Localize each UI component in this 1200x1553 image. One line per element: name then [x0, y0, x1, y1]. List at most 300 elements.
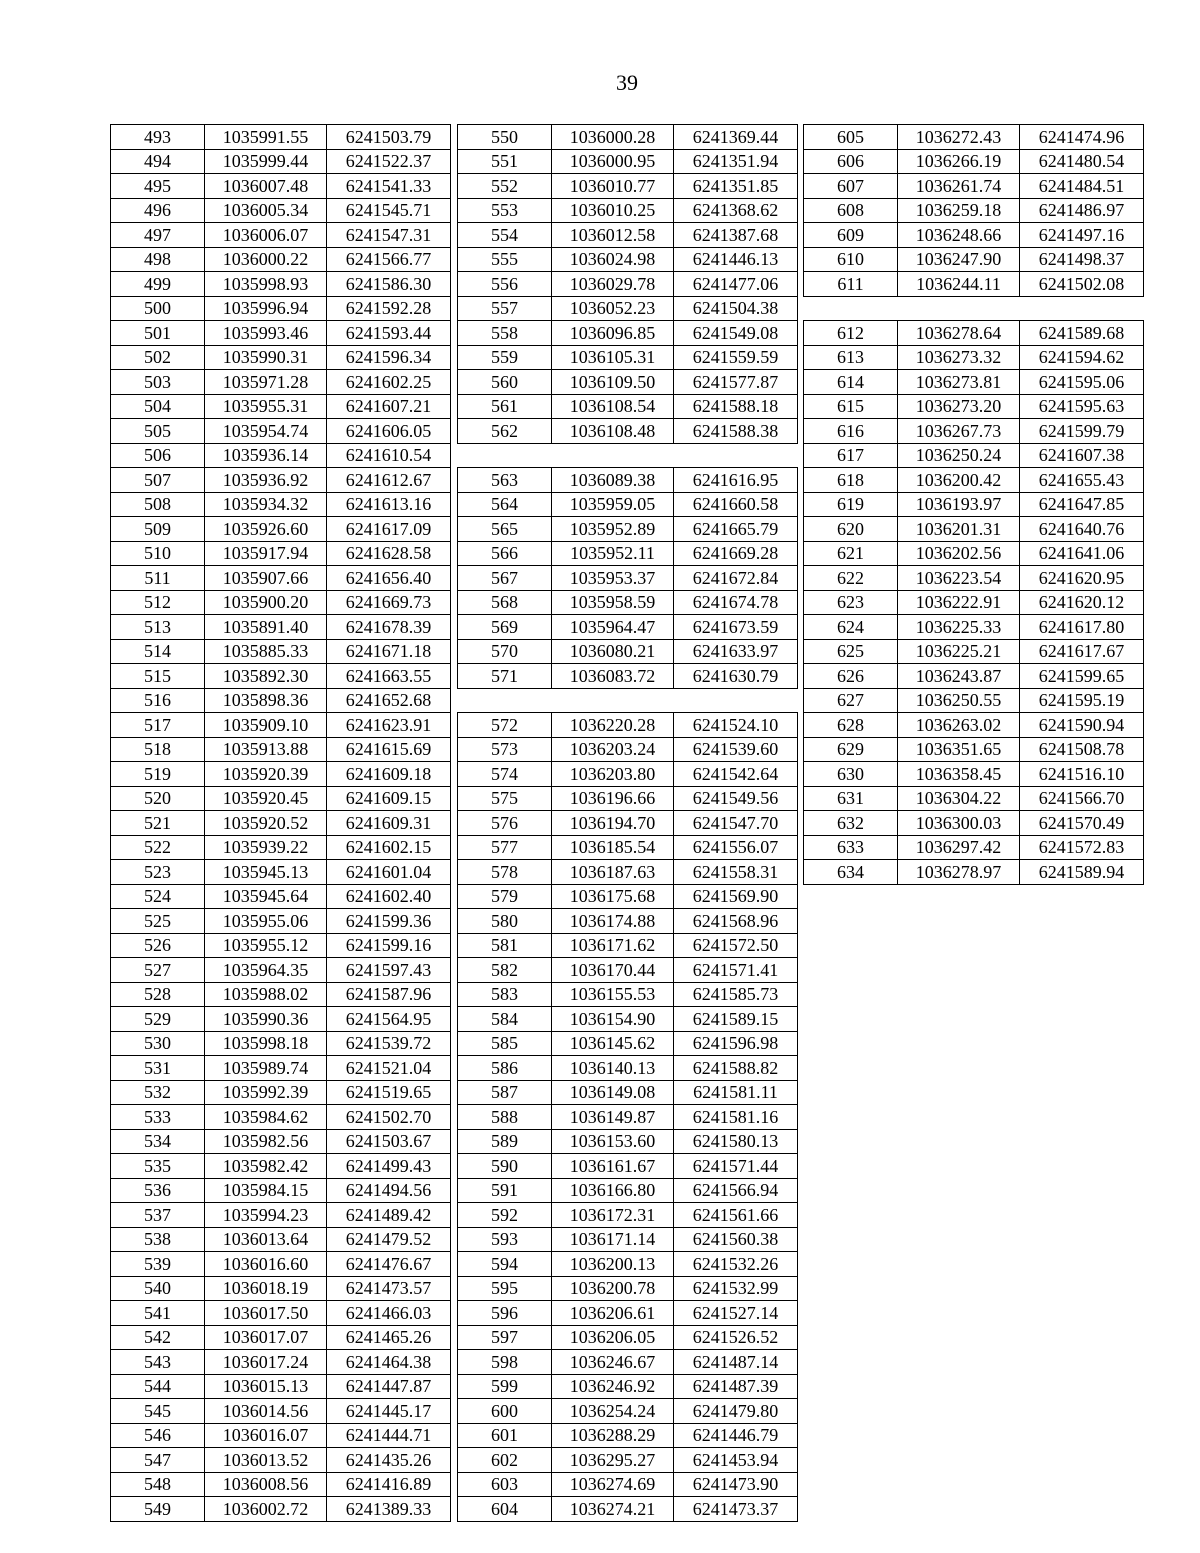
point-number-cell: 560 [458, 370, 552, 395]
point-number-cell: 625 [804, 639, 898, 664]
y-coordinate-cell: 6241630.79 [674, 664, 798, 689]
y-coordinate-cell: 6241497.16 [1020, 223, 1144, 248]
table-row [111, 688, 451, 713]
point-number-cell: 593 [458, 1227, 552, 1252]
point-number-cell: 587 [458, 1080, 552, 1105]
point-number-cell: 586 [458, 1056, 552, 1081]
point-number-cell: 601 [458, 1423, 552, 1448]
point-number-cell: 499 [111, 272, 205, 297]
y-coordinate-cell: 6241486.97 [1020, 198, 1144, 223]
point-number-cell: 535 [111, 1154, 205, 1179]
point-number-cell: 552 [458, 174, 552, 199]
point-number-cell: 617 [804, 443, 898, 468]
y-coordinate-cell: 6241351.94 [674, 149, 798, 174]
x-coordinate-cell: 1035982.42 [205, 1154, 327, 1179]
table-row [458, 639, 798, 664]
x-coordinate-cell: 1035945.64 [205, 884, 327, 909]
x-coordinate-cell: 1035945.13 [205, 860, 327, 885]
y-coordinate-cell: 6241607.38 [1020, 443, 1144, 468]
y-coordinate-cell: 6241532.26 [674, 1252, 798, 1277]
x-coordinate-cell: 1035907.66 [205, 566, 327, 591]
point-number-cell: 602 [458, 1448, 552, 1473]
table-row [111, 492, 451, 517]
y-coordinate-cell: 6241547.31 [327, 223, 451, 248]
table-row [458, 541, 798, 566]
table-row [458, 149, 798, 174]
point-number-cell: 588 [458, 1105, 552, 1130]
table-row [804, 345, 1144, 370]
x-coordinate-cell: 1036010.25 [552, 198, 674, 223]
x-coordinate-cell: 1036029.78 [552, 272, 674, 297]
table-row [111, 345, 451, 370]
point-number-cell: 574 [458, 762, 552, 787]
x-coordinate-cell: 1036225.33 [898, 615, 1020, 640]
y-coordinate-cell: 6241596.34 [327, 345, 451, 370]
point-number-cell: 600 [458, 1399, 552, 1424]
table-row [111, 247, 451, 272]
x-coordinate-cell: 1035936.92 [205, 468, 327, 493]
table-row [458, 125, 798, 150]
y-coordinate-cell: 6241609.18 [327, 762, 451, 787]
table-row [111, 1056, 451, 1081]
point-number-cell: 580 [458, 909, 552, 934]
table-row [458, 1154, 798, 1179]
point-number-cell: 545 [111, 1399, 205, 1424]
y-coordinate-cell: 6241474.96 [1020, 125, 1144, 150]
x-coordinate-cell: 1035955.06 [205, 909, 327, 934]
point-number-cell: 622 [804, 566, 898, 591]
x-coordinate-cell: 1036247.90 [898, 247, 1020, 272]
point-number-cell: 543 [111, 1350, 205, 1375]
point-number-cell: 504 [111, 394, 205, 419]
y-coordinate-cell: 6241647.85 [1020, 492, 1144, 517]
point-number-cell: 589 [458, 1129, 552, 1154]
y-coordinate-cell: 6241589.94 [1020, 860, 1144, 885]
point-number-cell: 583 [458, 982, 552, 1007]
point-number-cell: 557 [458, 296, 552, 321]
table-row [458, 492, 798, 517]
y-coordinate-cell: 6241453.94 [674, 1448, 798, 1473]
x-coordinate-cell: 1036351.65 [898, 737, 1020, 762]
x-coordinate-cell: 1035892.30 [205, 664, 327, 689]
point-number-cell: 527 [111, 958, 205, 983]
x-coordinate-cell: 1036175.68 [552, 884, 674, 909]
point-number-cell: 566 [458, 541, 552, 566]
table-row [458, 566, 798, 591]
point-number-cell: 547 [111, 1448, 205, 1473]
point-number-cell: 603 [458, 1472, 552, 1497]
y-coordinate-cell: 6241435.26 [327, 1448, 451, 1473]
x-coordinate-cell: 1036193.97 [898, 492, 1020, 517]
table-row [804, 492, 1144, 517]
table-row [111, 468, 451, 493]
y-coordinate-cell: 6241566.77 [327, 247, 451, 272]
x-coordinate-cell: 1036263.02 [898, 713, 1020, 738]
table-row [111, 149, 451, 174]
point-number-cell: 570 [458, 639, 552, 664]
x-coordinate-cell: 1036278.97 [898, 860, 1020, 885]
y-coordinate-cell: 6241602.25 [327, 370, 451, 395]
x-coordinate-cell: 1036017.24 [205, 1350, 327, 1375]
y-coordinate-cell: 6241633.97 [674, 639, 798, 664]
point-number-cell: 562 [458, 419, 552, 444]
x-coordinate-cell: 1036171.62 [552, 933, 674, 958]
y-coordinate-cell: 6241586.30 [327, 272, 451, 297]
y-coordinate-cell: 6241569.90 [674, 884, 798, 909]
y-coordinate-cell: 6241671.18 [327, 639, 451, 664]
table-row [804, 321, 1144, 346]
point-number-cell: 607 [804, 174, 898, 199]
point-number-cell: 609 [804, 223, 898, 248]
x-coordinate-cell: 1036016.07 [205, 1423, 327, 1448]
point-number-cell: 565 [458, 517, 552, 542]
table-row [458, 933, 798, 958]
point-number-cell: 524 [111, 884, 205, 909]
x-coordinate-cell: 1036006.07 [205, 223, 327, 248]
y-coordinate-cell: 6241641.06 [1020, 541, 1144, 566]
y-coordinate-cell: 6241623.91 [327, 713, 451, 738]
table-row [111, 443, 451, 468]
y-coordinate-cell: 6241669.73 [327, 590, 451, 615]
point-number-cell: 519 [111, 762, 205, 787]
x-coordinate-cell: 1036304.22 [898, 786, 1020, 811]
y-coordinate-cell: 6241499.43 [327, 1154, 451, 1179]
y-coordinate-cell: 6241609.15 [327, 786, 451, 811]
coordinates-table-3 [803, 124, 1144, 885]
x-coordinate-cell: 1036052.23 [552, 296, 674, 321]
point-number-cell: 594 [458, 1252, 552, 1277]
table-row [111, 860, 451, 885]
table-row [458, 394, 798, 419]
x-coordinate-cell: 1036002.72 [205, 1497, 327, 1522]
table-row [458, 468, 798, 493]
table-row [804, 835, 1144, 860]
point-number-cell: 526 [111, 933, 205, 958]
y-coordinate-cell: 6241602.15 [327, 835, 451, 860]
y-coordinate-cell: 6241447.87 [327, 1374, 451, 1399]
table-row [111, 1129, 451, 1154]
y-coordinate-cell: 6241446.13 [674, 247, 798, 272]
y-coordinate-cell: 6241660.58 [674, 492, 798, 517]
table-row [458, 860, 798, 885]
x-coordinate-cell: 1035920.45 [205, 786, 327, 811]
y-coordinate-cell: 6241580.13 [674, 1129, 798, 1154]
x-coordinate-cell: 1035955.12 [205, 933, 327, 958]
x-coordinate-cell: 1036089.38 [552, 468, 674, 493]
x-coordinate-cell: 1036014.56 [205, 1399, 327, 1424]
point-number-cell: 561 [458, 394, 552, 419]
table-row [458, 982, 798, 1007]
table-row [111, 590, 451, 615]
table-row [111, 1276, 451, 1301]
y-coordinate-cell: 6241616.95 [674, 468, 798, 493]
x-coordinate-cell: 1036200.78 [552, 1276, 674, 1301]
x-coordinate-cell: 1036278.64 [898, 321, 1020, 346]
table-row [458, 1178, 798, 1203]
x-coordinate-cell: 1036274.69 [552, 1472, 674, 1497]
point-number-cell: 605 [804, 125, 898, 150]
table-row [458, 811, 798, 836]
y-coordinate-cell: 6241628.58 [327, 541, 451, 566]
point-number-cell: 571 [458, 664, 552, 689]
x-coordinate-cell: 1036153.60 [552, 1129, 674, 1154]
point-number-cell: 553 [458, 198, 552, 223]
point-number-cell: 618 [804, 468, 898, 493]
table-row [111, 664, 451, 689]
x-coordinate-cell: 1036007.48 [205, 174, 327, 199]
table-row [458, 1080, 798, 1105]
y-coordinate-cell: 6241589.15 [674, 1007, 798, 1032]
point-number-cell: 629 [804, 737, 898, 762]
table-row [804, 860, 1144, 885]
table-row [804, 149, 1144, 174]
table-row [804, 247, 1144, 272]
y-coordinate-cell: 6241476.67 [327, 1252, 451, 1277]
point-number-cell: 597 [458, 1325, 552, 1350]
table-row [458, 296, 798, 321]
x-coordinate-cell: 1035917.94 [205, 541, 327, 566]
x-coordinate-cell: 1035920.39 [205, 762, 327, 787]
point-number-cell: 606 [804, 149, 898, 174]
x-coordinate-cell: 1035909.10 [205, 713, 327, 738]
point-number-cell: 493 [111, 125, 205, 150]
table-row [458, 1497, 798, 1522]
x-coordinate-cell: 1035998.18 [205, 1031, 327, 1056]
table-row [804, 174, 1144, 199]
table-row [804, 566, 1144, 591]
x-coordinate-cell: 1036266.19 [898, 149, 1020, 174]
y-coordinate-cell: 6241615.69 [327, 737, 451, 762]
y-coordinate-cell: 6241610.54 [327, 443, 451, 468]
point-number-cell: 514 [111, 639, 205, 664]
x-coordinate-cell: 1036174.88 [552, 909, 674, 934]
point-number-cell: 633 [804, 835, 898, 860]
point-number-cell: 541 [111, 1301, 205, 1326]
table-row [458, 1252, 798, 1277]
point-number-cell: 530 [111, 1031, 205, 1056]
y-coordinate-cell: 6241494.56 [327, 1178, 451, 1203]
y-coordinate-cell: 6241592.28 [327, 296, 451, 321]
point-number-cell: 610 [804, 247, 898, 272]
table-row [458, 835, 798, 860]
x-coordinate-cell: 1035982.56 [205, 1129, 327, 1154]
point-number-cell: 497 [111, 223, 205, 248]
table-row [111, 566, 451, 591]
x-coordinate-cell: 1036203.80 [552, 762, 674, 787]
table-row [458, 590, 798, 615]
table-row [804, 517, 1144, 542]
table-row [111, 909, 451, 934]
x-coordinate-cell: 1036243.87 [898, 664, 1020, 689]
table-row [111, 1448, 451, 1473]
table-row [804, 370, 1144, 395]
table-row [458, 1203, 798, 1228]
y-coordinate-cell: 6241503.67 [327, 1129, 451, 1154]
section-gap-row [458, 688, 798, 713]
y-coordinate-cell: 6241465.26 [327, 1325, 451, 1350]
table-row [111, 419, 451, 444]
x-coordinate-cell: 1035990.31 [205, 345, 327, 370]
table-row [111, 615, 451, 640]
x-coordinate-cell: 1036000.22 [205, 247, 327, 272]
table-row [111, 786, 451, 811]
point-number-cell: 544 [111, 1374, 205, 1399]
y-coordinate-cell: 6241487.14 [674, 1350, 798, 1375]
y-coordinate-cell: 6241508.78 [1020, 737, 1144, 762]
y-coordinate-cell: 6241549.08 [674, 321, 798, 346]
empty-cell [804, 296, 1144, 321]
point-number-cell: 542 [111, 1325, 205, 1350]
x-coordinate-cell: 1036000.28 [552, 125, 674, 150]
table-row [458, 786, 798, 811]
point-number-cell: 632 [804, 811, 898, 836]
y-coordinate-cell: 6241620.95 [1020, 566, 1144, 591]
x-coordinate-cell: 1036008.56 [205, 1472, 327, 1497]
x-coordinate-cell: 1035992.39 [205, 1080, 327, 1105]
table-row [111, 1178, 451, 1203]
table-row [111, 272, 451, 297]
x-coordinate-cell: 1036295.27 [552, 1448, 674, 1473]
point-number-cell: 573 [458, 737, 552, 762]
table-row [458, 909, 798, 934]
table-row [804, 394, 1144, 419]
table-row [458, 762, 798, 787]
point-number-cell: 555 [458, 247, 552, 272]
point-number-cell: 525 [111, 909, 205, 934]
x-coordinate-cell: 1036015.13 [205, 1374, 327, 1399]
table-row [804, 688, 1144, 713]
point-number-cell: 533 [111, 1105, 205, 1130]
y-coordinate-cell: 6241368.62 [674, 198, 798, 223]
x-coordinate-cell: 1036250.55 [898, 688, 1020, 713]
point-number-cell: 579 [458, 884, 552, 909]
x-coordinate-cell: 1036358.45 [898, 762, 1020, 787]
x-coordinate-cell: 1036250.24 [898, 443, 1020, 468]
y-coordinate-cell: 6241609.31 [327, 811, 451, 836]
x-coordinate-cell: 1035920.52 [205, 811, 327, 836]
x-coordinate-cell: 1036161.67 [552, 1154, 674, 1179]
point-number-cell: 536 [111, 1178, 205, 1203]
point-number-cell: 495 [111, 174, 205, 199]
y-coordinate-cell: 6241595.19 [1020, 688, 1144, 713]
y-coordinate-cell: 6241480.54 [1020, 149, 1144, 174]
x-coordinate-cell: 1035936.14 [205, 443, 327, 468]
table-row [804, 590, 1144, 615]
x-coordinate-cell: 1036273.20 [898, 394, 1020, 419]
y-coordinate-cell: 6241599.16 [327, 933, 451, 958]
point-number-cell: 595 [458, 1276, 552, 1301]
x-coordinate-cell: 1036288.29 [552, 1423, 674, 1448]
x-coordinate-cell: 1036274.21 [552, 1497, 674, 1522]
x-coordinate-cell: 1036222.91 [898, 590, 1020, 615]
x-coordinate-cell: 1035996.94 [205, 296, 327, 321]
y-coordinate-cell: 6241547.70 [674, 811, 798, 836]
point-number-cell: 567 [458, 566, 552, 591]
point-number-cell: 590 [458, 1154, 552, 1179]
y-coordinate-cell: 6241673.59 [674, 615, 798, 640]
point-number-cell: 604 [458, 1497, 552, 1522]
point-number-cell: 539 [111, 1252, 205, 1277]
point-number-cell: 534 [111, 1129, 205, 1154]
x-coordinate-cell: 1036109.50 [552, 370, 674, 395]
point-number-cell: 496 [111, 198, 205, 223]
table-row [111, 835, 451, 860]
point-number-cell: 569 [458, 615, 552, 640]
table-row [804, 811, 1144, 836]
table-row [111, 1374, 451, 1399]
x-coordinate-cell: 1036203.24 [552, 737, 674, 762]
table-row [804, 615, 1144, 640]
x-coordinate-cell: 1036170.44 [552, 958, 674, 983]
table-row [111, 174, 451, 199]
point-number-cell: 576 [458, 811, 552, 836]
x-coordinate-cell: 1035955.31 [205, 394, 327, 419]
y-coordinate-cell: 6241484.51 [1020, 174, 1144, 199]
x-coordinate-cell: 1036000.95 [552, 149, 674, 174]
point-number-cell: 528 [111, 982, 205, 1007]
point-number-cell: 494 [111, 149, 205, 174]
table-row [804, 223, 1144, 248]
table-row [804, 468, 1144, 493]
table-row [458, 321, 798, 346]
x-coordinate-cell: 1036145.62 [552, 1031, 674, 1056]
point-number-cell: 554 [458, 223, 552, 248]
y-coordinate-cell: 6241558.31 [674, 860, 798, 885]
x-coordinate-cell: 1035984.15 [205, 1178, 327, 1203]
y-coordinate-cell: 6241572.50 [674, 933, 798, 958]
x-coordinate-cell: 1036202.56 [898, 541, 1020, 566]
y-coordinate-cell: 6241446.79 [674, 1423, 798, 1448]
point-number-cell: 517 [111, 713, 205, 738]
table-row [111, 737, 451, 762]
table-row [458, 174, 798, 199]
x-coordinate-cell: 1036201.31 [898, 517, 1020, 542]
x-coordinate-cell: 1035952.11 [552, 541, 674, 566]
x-coordinate-cell: 1035999.44 [205, 149, 327, 174]
y-coordinate-cell: 6241466.03 [327, 1301, 451, 1326]
table-row [111, 1080, 451, 1105]
y-coordinate-cell: 6241445.17 [327, 1399, 451, 1424]
point-number-cell: 624 [804, 615, 898, 640]
y-coordinate-cell: 6241594.62 [1020, 345, 1144, 370]
y-coordinate-cell: 6241663.55 [327, 664, 451, 689]
x-coordinate-cell: 1036297.42 [898, 835, 1020, 860]
x-coordinate-cell: 1035990.36 [205, 1007, 327, 1032]
table-row [804, 443, 1144, 468]
y-coordinate-cell: 6241656.40 [327, 566, 451, 591]
table-row [458, 1276, 798, 1301]
table-row [111, 811, 451, 836]
x-coordinate-cell: 1036185.54 [552, 835, 674, 860]
point-number-cell: 550 [458, 125, 552, 150]
table-row [458, 1374, 798, 1399]
table-row [804, 419, 1144, 444]
table-row [458, 517, 798, 542]
y-coordinate-cell: 6241577.87 [674, 370, 798, 395]
table-row [804, 125, 1144, 150]
x-coordinate-cell: 1036108.54 [552, 394, 674, 419]
table-row [458, 1007, 798, 1032]
table-row [111, 1154, 451, 1179]
point-number-cell: 621 [804, 541, 898, 566]
section-gap-row [458, 443, 798, 468]
x-coordinate-cell: 1036300.03 [898, 811, 1020, 836]
y-coordinate-cell: 6241519.65 [327, 1080, 451, 1105]
table-row [458, 664, 798, 689]
table-row [458, 615, 798, 640]
x-coordinate-cell: 1036080.21 [552, 639, 674, 664]
x-coordinate-cell: 1036246.92 [552, 1374, 674, 1399]
